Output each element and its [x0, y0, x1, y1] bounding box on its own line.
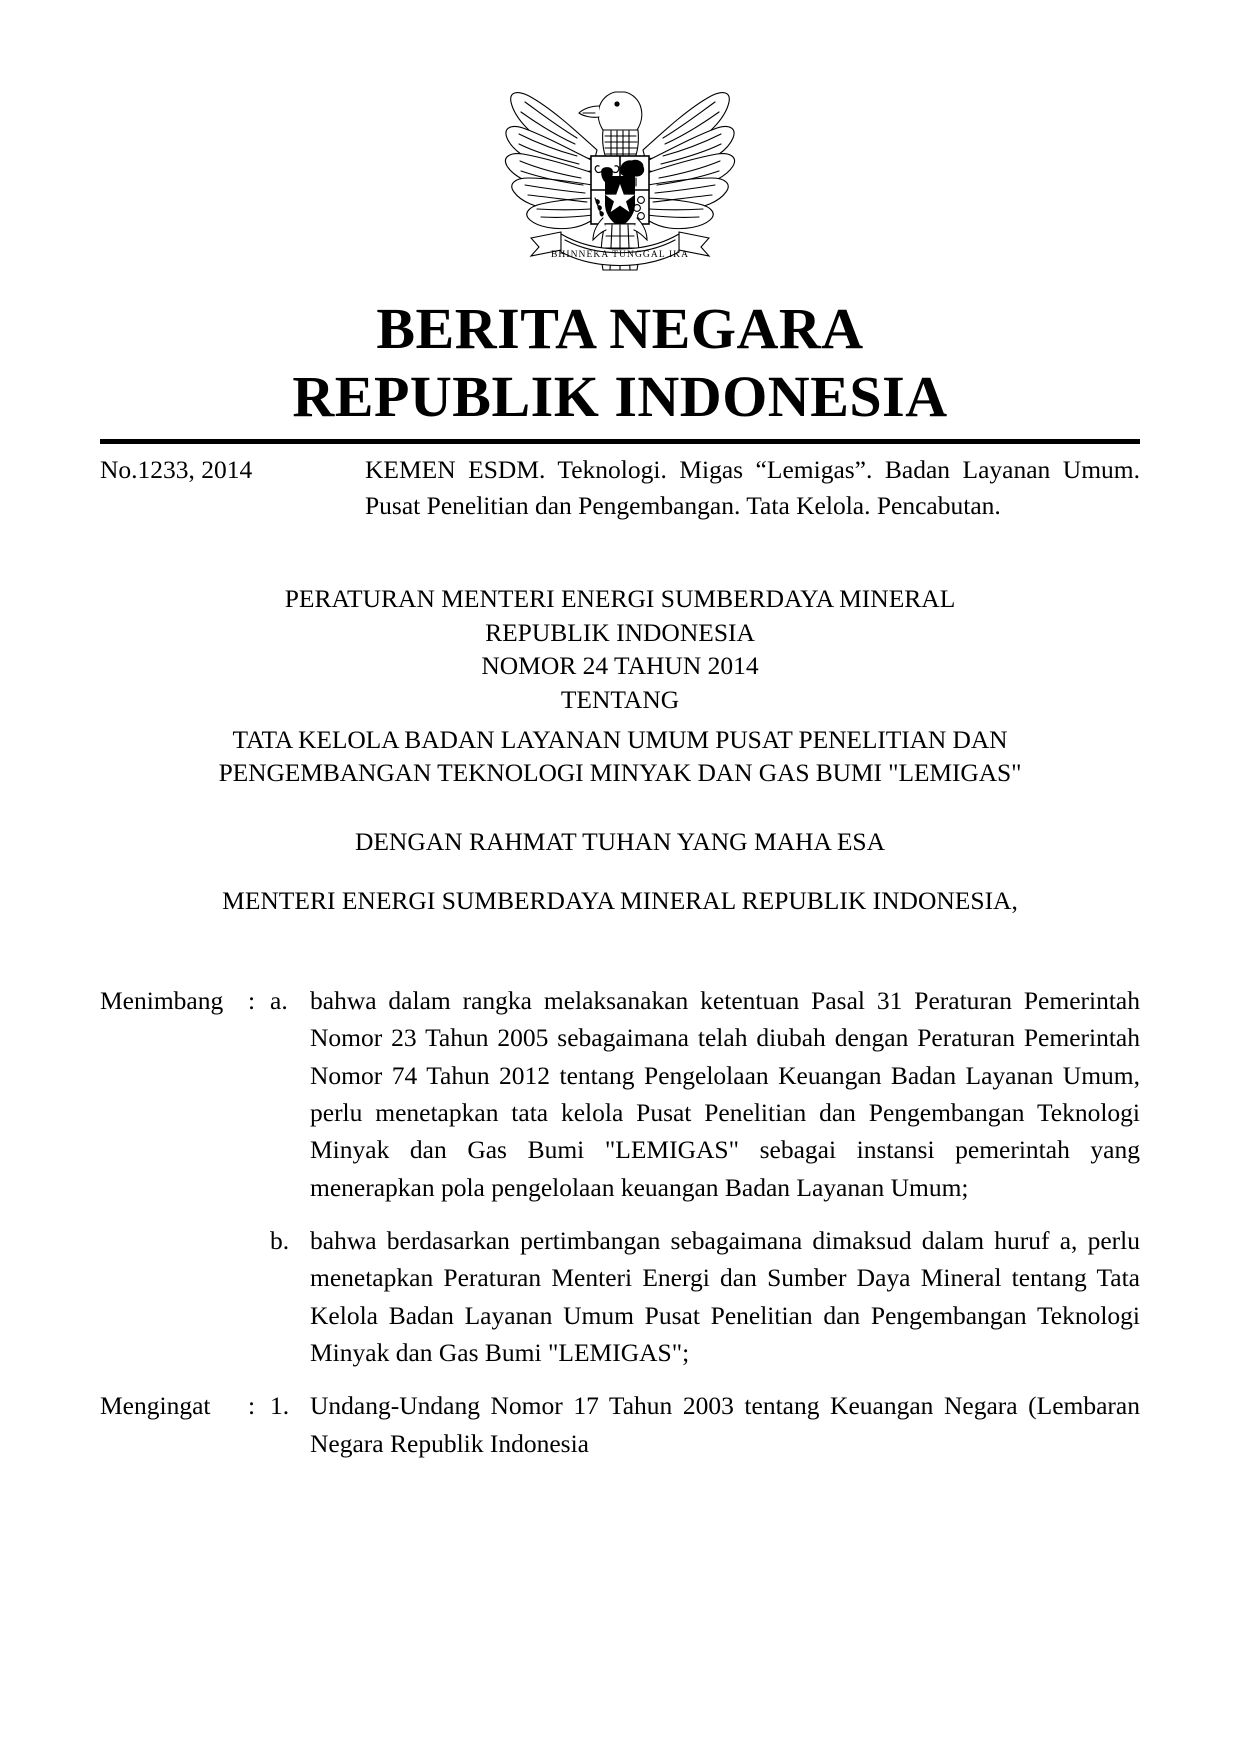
masthead-line-2: REPUBLIK INDONESIA: [292, 363, 948, 429]
garuda-pancasila-emblem: [465, 58, 775, 273]
header-row: [100, 452, 1140, 524]
gazette-subject: KEMEN ESDM. Teknologi. Migas “Lemigas”. Badan Layanan Umum. Pusat Penelitian dan Pengembangan. Tata Kelola. Pencabutan.: [365, 454, 1140, 520]
masthead-divider: [100, 439, 1140, 444]
title-line-3: NOMOR 24 TAHUN 2014: [481, 651, 759, 681]
motto-text: BHINNEKA TUNGGAL IKA: [550, 250, 690, 260]
blessing-line: DENGAN RAHMAT TUHAN YANG MAHA ESA: [354, 827, 886, 857]
clause-marker: a.: [270, 986, 288, 1015]
clause-label: Mengingat: [100, 1391, 211, 1421]
clause-text: bahwa dalam rangka melaksanakan ketentuan Pasal 31 Peraturan Pemerintah Nomor 23 Tahun 2005 sebagaimana telah diubah dengan Peraturan Pemerintah Nomor 74 Tahun 2012 tentang Pengelolaan Keuangan Badan Layanan Umum, perlu menetapkan tata kelola Pusat Penelitian dan Pengembangan Teknologi Minyak dan Gas Bumi "LEMIGAS" sebagai instansi pemerintah yang menerapkan pola pengelolaan keuangan Badan Layanan Umum;: [310, 986, 1140, 1202]
masthead: [0, 295, 1240, 431]
clauses-section: [100, 982, 1140, 1462]
clause-text: Undang-Undang Nomor 17 Tahun 2003 tentang Keuangan Negara (Lembaran Negara Republik Indonesia: [310, 1391, 1140, 1458]
regulation-subject-title: [0, 723, 1240, 790]
clause-marker: b.: [270, 1226, 290, 1256]
title-line-1: PERATURAN MENTERI ENERGI SUMBERDAYA MINERAL: [284, 584, 956, 614]
pancasila-shield-icon: [591, 156, 649, 227]
emblem-container: [0, 0, 1240, 273]
regulation-title: [95, 582, 1145, 717]
clause-row: [100, 1222, 1140, 1371]
minister-line: MENTERI ENERGI SUMBERDAYA MINERAL REPUBLIK INDONESIA,: [222, 886, 1018, 916]
subject-title-line-2: PENGEMBANGAN TEKNOLOGI MINYAK DAN GAS BUMI "LEMIGAS": [218, 758, 1022, 788]
title-line-4: TENTANG: [560, 685, 680, 715]
clause-colon: :: [248, 986, 256, 1015]
subject-title-line-1: TATA KELOLA BADAN LAYANAN UMUM PUSAT PENELITIAN DAN: [232, 724, 1008, 754]
masthead-line-1: BERITA NEGARA: [376, 296, 864, 361]
clause-text: bahwa berdasarkan pertimbangan sebagaimana dimaksud dalam huruf a, perlu menetapkan Peraturan Menteri Energi dan Sumber Daya Mineral tentang Tata Kelola Badan Layanan Umum Pusat Penelitian dan Pengembangan Teknologi Minyak dan Gas Bumi "LEMIGAS";: [310, 1226, 1140, 1368]
clause-colon: :: [248, 1391, 256, 1421]
right-wing-icon: [637, 93, 735, 229]
gazette-number: No.1233, 2014: [100, 454, 253, 484]
title-line-2: REPUBLIK INDONESIA: [485, 617, 755, 647]
clause-row: [100, 1387, 1140, 1462]
clause-row: [100, 982, 1140, 1206]
clause-marker: 1.: [270, 1391, 290, 1421]
clause-label: Menimbang: [100, 986, 224, 1015]
